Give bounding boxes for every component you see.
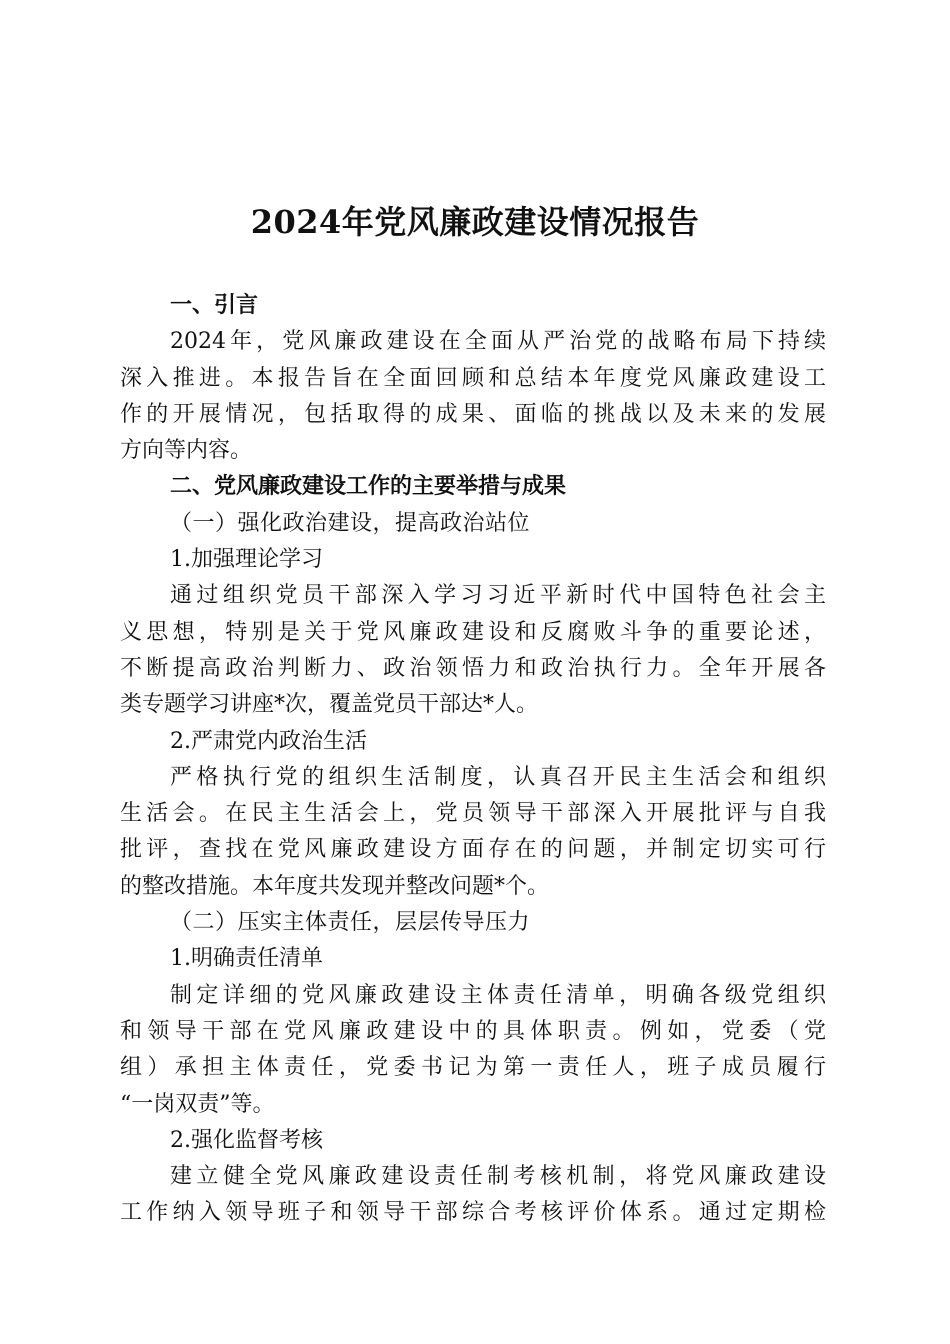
- paragraph-line: 生活会。在民主生活会上，党员领导干部深入开展批评与自我: [120, 801, 826, 827]
- paragraph-line: 建立健全党风廉政建设责任制考核机制，将党风廉政建设: [170, 1164, 826, 1190]
- paragraph-line: 义思想，特别是关于党风廉政建设和反腐败斗争的重要论述，: [120, 619, 826, 645]
- item-heading: 1.明确责任清单: [170, 946, 323, 972]
- document-body: [120, 288, 826, 1232]
- paragraph-line: “一岗双责”等。: [120, 1091, 275, 1117]
- paragraph-line: 批评，查找在党风廉政建设方面存在的问题，并制定切实可行: [120, 837, 826, 863]
- item-heading: 1.加强理论学习: [170, 547, 323, 573]
- section-heading-intro: 一、引言: [170, 293, 259, 318]
- item-heading: 2.严肃党内政治生活: [170, 728, 367, 754]
- section-heading-measures: 二、党风廉政建设工作的主要举措与成果: [170, 474, 567, 500]
- paragraph-line: 2024年，党风廉政建设在全面从严治党的战略布局下持续: [170, 329, 826, 355]
- paragraph-line: 组）承担主体责任，党委书记为第一责任人，班子成员履行: [120, 1055, 826, 1081]
- subsection-heading: （一）强化政治建设，提高政治站位: [170, 510, 531, 536]
- subsection-heading: （二）压实主体责任，层层传导压力: [170, 910, 531, 936]
- document-title: 2024年党风廉政建设情况报告: [250, 203, 700, 241]
- item-heading: 2.强化监督考核: [170, 1127, 323, 1153]
- paragraph-line: 类专题学习讲座*次，覆盖党员干部达*人。: [120, 692, 539, 718]
- paragraph-line: 制定详细的党风廉政建设主体责任清单，明确各级党组织: [170, 982, 826, 1008]
- paragraph-line: 作的开展情况，包括取得的成果、面临的挑战以及未来的发展: [120, 401, 826, 427]
- paragraph-line: 的整改措施。本年度共发现并整改问题*个。: [120, 873, 550, 899]
- paragraph-line: 不断提高政治判断力、政治领悟力和政治执行力。全年开展各: [120, 655, 826, 681]
- paragraph-line: 和领导干部在党风廉政建设中的具体职责。例如，党委（党: [120, 1018, 826, 1044]
- paragraph-line: 深入推进。本报告旨在全面回顾和总结本年度党风廉政建设工: [120, 365, 826, 391]
- paragraph-line: 严格执行党的组织生活制度，认真召开民主生活会和组织: [170, 764, 826, 790]
- paragraph-line: 工作纳入领导班子和领导干部综合考核评价体系。通过定期检: [120, 1200, 826, 1226]
- paragraph-line: 方向等内容。: [120, 438, 253, 464]
- paragraph-line: 通过组织党员干部深入学习习近平新时代中国特色社会主: [170, 583, 826, 609]
